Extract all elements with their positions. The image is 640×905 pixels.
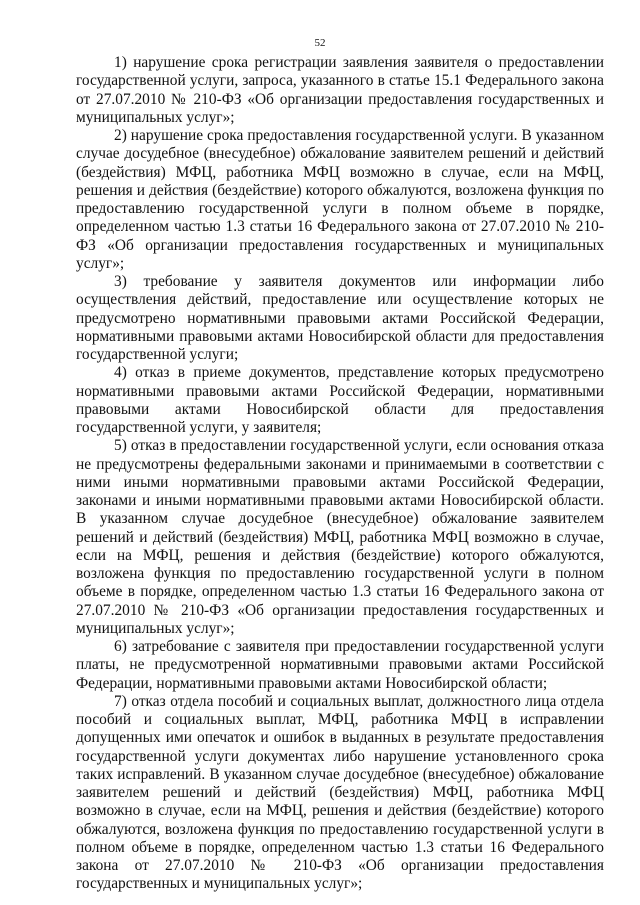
paragraph-item-3: 3) требование у заявителя документов или информации либо осуществления действий, предоставление или осуществление которых не предусмотрено нормативными правовыми актами Российской Федерации, нормативными правовыми актами Новосибирской области для предоставления государственной услуги; xyxy=(76,273,604,363)
page-number: 52 xyxy=(314,37,326,49)
paragraph-item-1: 1) нарушение срока регистрации заявления заявителя о предоставлении государственной услуги, запроса, указанного в статье 15.1 Федерального закона от 27.07.2010 № 210-ФЗ «Об организации предоставления государственных и муниципальных услуг»; xyxy=(76,54,604,126)
paragraph-item-4: 4) отказ в приеме документов, представление которых предусмотрено нормативными правовыми актами Российской Федерации, нормативными правовыми актами Новосибирской области для предоставления государственной услуги, у заявителя; xyxy=(76,364,604,436)
paragraph-item-7: 7) отказ отдела пособий и социальных выплат, должностного лица отдела пособий и социальных выплат, МФЦ, работника МФЦ в исправлении допущенных ими опечаток и ошибок в выданных в результате предоставления государственной услуги документах либо нарушение установленного срока таких исправлений. В указанном случае досудебное (внесудебное) обжалование заявителем решений и действий (бездействия) МФЦ, работника МФЦ возможно в случае, если на МФЦ, решения и действия (бездействие) которого обжалуются, возложена функция по предоставлению государственной услуги в полном объеме в порядке, определенном частью 1.3 статьи 16 Федерального закона от 27.07.2010 № 210-ФЗ «Об организации предоставления государственных и муниципальных услуг»; xyxy=(76,692,604,893)
paragraph-item-2: 2) нарушение срока предоставления государственной услуги. В указанном случае досудебное (внесудебное) обжалование заявителем решений и действий (бездействия) МФЦ, работника МФЦ возможно в случае, если на МФЦ, решения и действия (бездействие) которого обжалуются, возложена функция по предоставлению государственной услуги в полном объеме в порядке, определенном частью 1.3 статьи 16 Федерального закона от 27.07.2010 № 210-ФЗ «Об организации предоставления государственных и муниципальных услуг»; xyxy=(76,127,604,272)
document-body xyxy=(76,54,604,894)
paragraph-item-5: 5) отказ в предоставлении государственной услуги, если основания отказа не предусмотрены федеральными законами и принимаемыми в соответствии с ними иными нормативными правовыми актами Российской Федерации, законами и иными нормативными правовыми актами Новосибирской области. В указанном случае досудебное (внесудебное) обжалование заявителем решений и действий (бездействия) МФЦ, работника МФЦ возможно в случае, если на МФЦ, решения и действия (бездействие) которого обжалуются, возложена функция по предоставлению государственной услуги в полном объеме в порядке, определенном частью 1.3 статьи 16 Федерального закона от 27.07.2010 № 210-ФЗ «Об организации предоставления государственных и муниципальных услуг»; xyxy=(76,437,604,637)
paragraph-item-6: 6) затребование с заявителя при предоставлении государственной услуги платы, не предусмотренной нормативными правовыми актами Российской Федерации, нормативными правовыми актами Новосибирской области; xyxy=(76,638,604,692)
